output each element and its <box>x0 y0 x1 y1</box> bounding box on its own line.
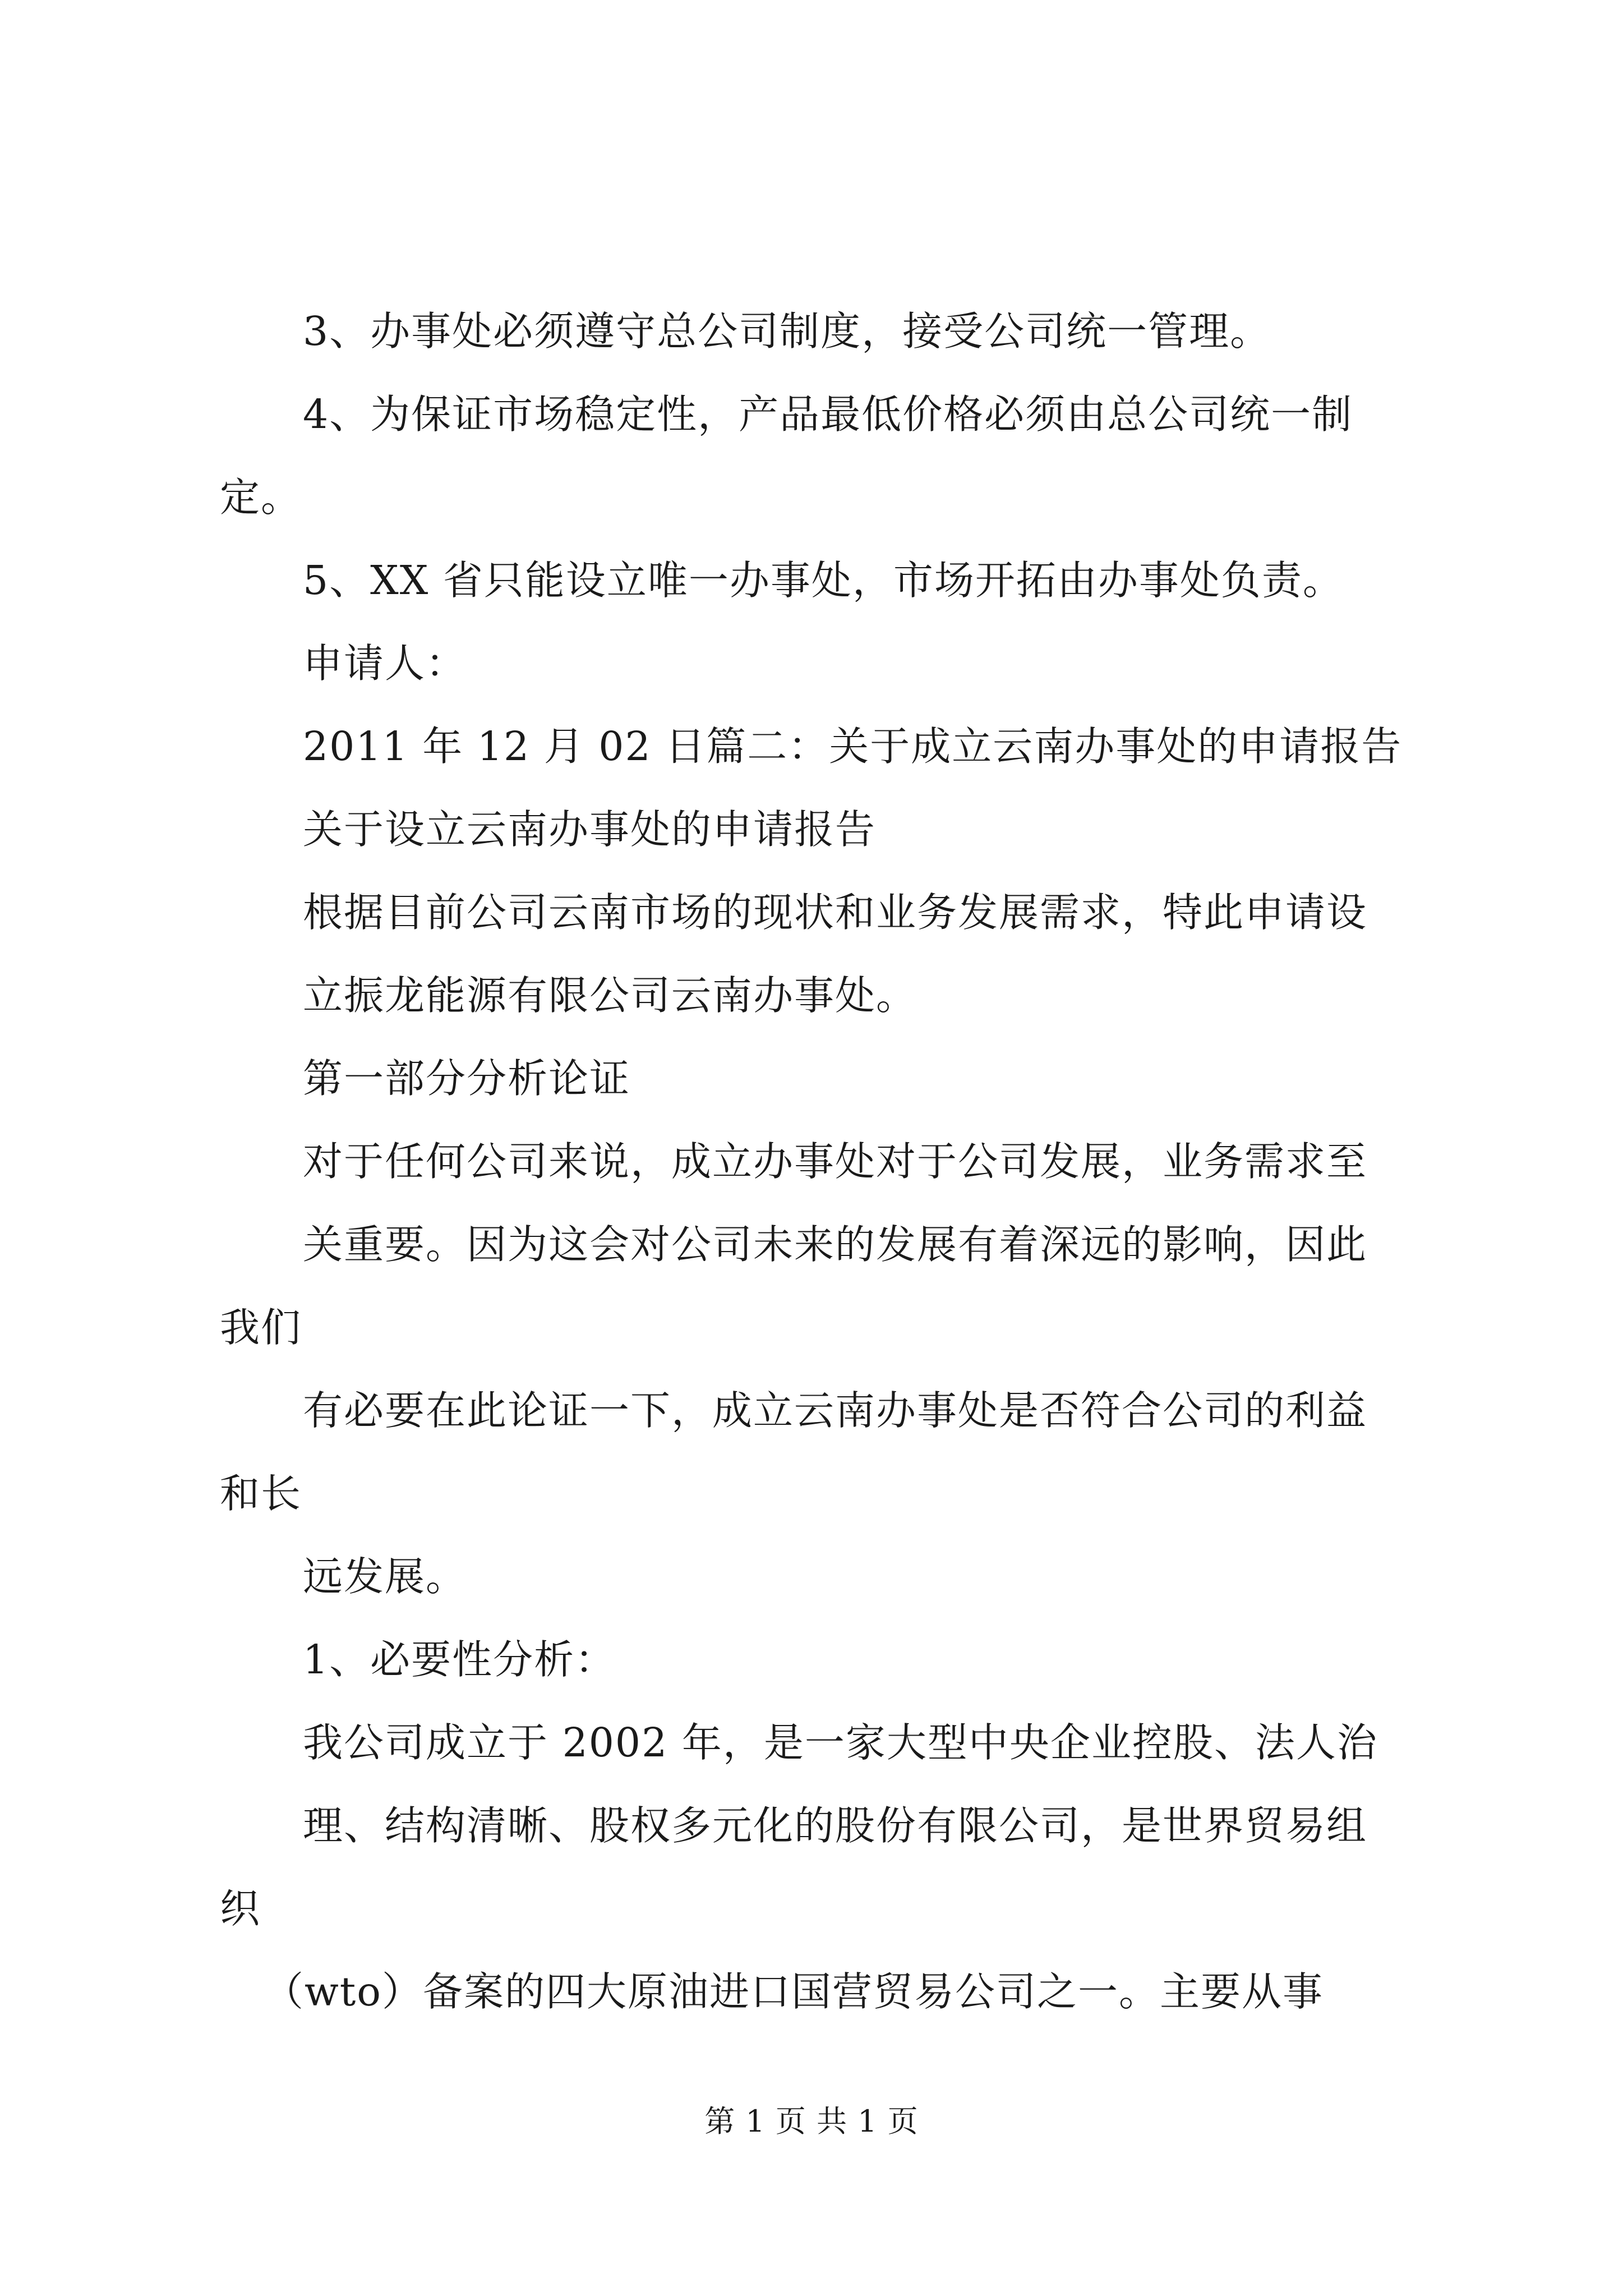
body-line-19: 理、结构清晰、股权多元化的股份有限公司，是世界贸易组 <box>303 1802 1368 1849</box>
body-line-2: 4、为保证市场稳定性，产品最低价格必须由总公司统一制 <box>303 391 1353 438</box>
body-line-20: 织 <box>220 1885 261 1932</box>
body-line-4: 5、XX 省只能设立唯一办事处，市场开拓由办事处负责。 <box>303 557 1344 604</box>
body-line-17: 1、必要性分析： <box>303 1636 616 1683</box>
body-line-3: 定。 <box>220 474 302 521</box>
body-line-15: 和长 <box>220 1470 302 1517</box>
body-line-21: （wto）备案的四大原油进口国营贸易公司之一。主要从事 <box>264 1968 1324 2015</box>
body-line-13: 我们 <box>220 1304 302 1351</box>
body-line-12: 关重要。因为这会对公司未来的发展有着深远的影响，因此 <box>303 1221 1368 1268</box>
body-line-14: 有必要在此论证一下，成立云南办事处是否符合公司的利益 <box>303 1387 1368 1434</box>
body-line-7: 关于设立云南办事处的申请报告 <box>303 806 877 853</box>
body-line-1: 3、办事处必须遵守总公司制度，接受公司统一管理。 <box>303 308 1271 355</box>
body-line-9: 立振龙能源有限公司云南办事处。 <box>303 972 917 1019</box>
body-line-16: 远发展。 <box>303 1553 467 1600</box>
body-line-10: 第一部分分析论证 <box>303 1055 631 1102</box>
body-line-6: 2011 年 12 月 02 日篇二：关于成立云南办事处的申请报告 <box>303 723 1403 770</box>
body-line-8: 根据目前公司云南市场的现状和业务发展需求，特此申请设 <box>303 889 1368 936</box>
body-line-5: 申请人： <box>303 640 467 687</box>
body-line-18: 我公司成立于 2002 年，是一家大型中央企业控股、法人治 <box>303 1719 1378 1766</box>
page-number-footer: 第 1 页 共 1 页 <box>704 2104 919 2139</box>
body-line-11: 对于任何公司来说，成立办事处对于公司发展，业务需求至 <box>303 1138 1368 1185</box>
